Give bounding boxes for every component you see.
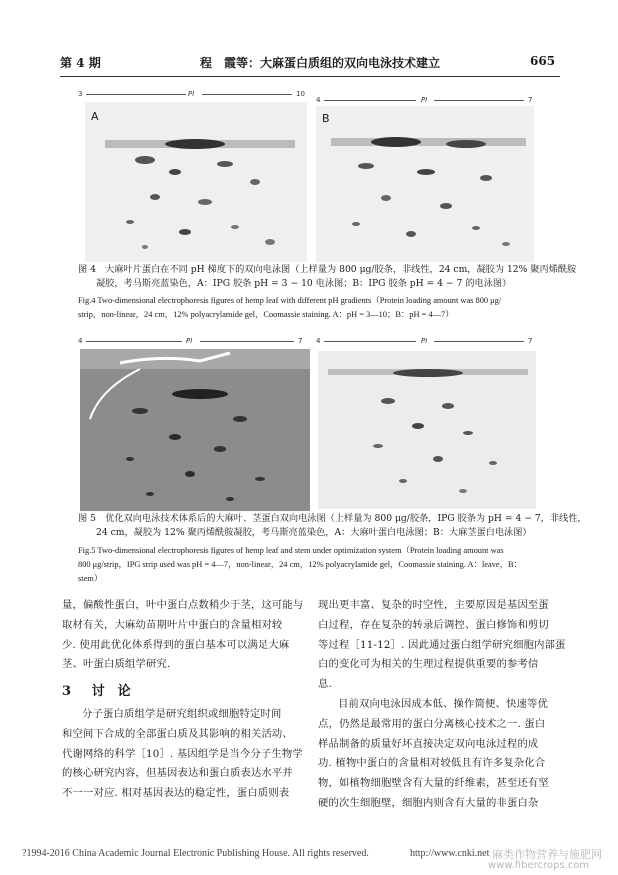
fig4-gel-a (85, 102, 307, 262)
fig5-caption-en-3: stem） (78, 574, 103, 583)
fig4-a-arrow-line-right (202, 94, 292, 95)
fig5-a-arrow-line-right (200, 341, 294, 342)
right-para2-line4: 功. 植物中蛋白的含量相对较低且有许多复杂化合 (318, 757, 546, 770)
right-para2-line1: 目前双向电泳因成本低、操作简便、快速等优 (338, 698, 548, 710)
fig4-gel-b (316, 106, 534, 262)
fig5-b-axis (316, 337, 538, 347)
fig5-a-axis (78, 337, 308, 347)
fig5-a-right-tick: 7 (298, 337, 303, 345)
watermark-url: www.fibercrops.com (488, 860, 590, 871)
fig4-a-right-tick: 10 (296, 90, 305, 98)
right-para2-line2: 点，仍然是最常用的蛋白分离核心技术之一. 蛋白 (318, 717, 546, 730)
right-para1-line3: 等过程［11-12］. 因此通过蛋白组学研究细胞内部蛋 (318, 638, 566, 651)
fig4-caption-cn-2: 凝胶，考马斯亮蓝染色，A：IPG 胶条 pH = 3 − 10 电泳图；B：IPG 胶条 pH = 4 − 7 的电泳图） (96, 278, 512, 289)
right-para1 (318, 596, 566, 695)
fig5-b-axis-label: PI (421, 337, 428, 345)
right-para2-line3: 样品制备的质量好坏直接决定双向电泳过程的成 (318, 737, 539, 750)
fig5-gel-a (80, 349, 310, 511)
fig5-caption-cn-2: 24 cm，凝胶为 12% 聚丙烯酰胺凝胶，考马斯亮蓝染色，A：大麻叶蛋白电泳图；B：大麻茎蛋白电泳图） (96, 527, 532, 538)
fig4-b-label: B (322, 112, 330, 125)
left-para2-line2: 和空间下合成的全部蛋白质及其影响的相关活动、 (62, 727, 293, 740)
watermark-cn: 麻类作物营养与施肥网 (492, 848, 602, 861)
fig4-b-right-tick: 7 (528, 96, 533, 104)
right-para2 (318, 695, 563, 814)
fig5-a-arrow-line-left (86, 341, 182, 342)
fig4-b-arrow-line-left (324, 100, 416, 101)
fig4-b-left-tick: 4 (316, 96, 321, 104)
fig5-gel-b-spots (318, 351, 536, 509)
section-number: 3 (62, 684, 72, 699)
fig5-b-right-tick: 7 (528, 337, 533, 345)
fig4-b-axis (316, 96, 538, 106)
fig4-a-axis (78, 90, 310, 100)
fig4-a-label: A (91, 110, 99, 123)
fig5-a-axis-label: PI (186, 337, 193, 345)
header-rule (60, 76, 560, 77)
fig5-b-arrow-line-right (434, 341, 524, 342)
right-para1-line5: 息. (318, 678, 332, 691)
left-para1-line1: 量，偏酸性蛋白，叶中蛋白点数稍少于茎，这可能与 (62, 599, 304, 611)
fig5-a-left-tick: 4 (78, 337, 83, 345)
fig5-gel-b (318, 351, 536, 509)
fig5-caption-en-1: Fig.5 Two-dimensional electrophoresis figures of hemp leaf and stem under optimization system（Protein loading amount was (78, 546, 504, 555)
fig4-caption-cn-1: 图 4 大麻叶片蛋白在不同 pH 梯度下的双向电泳图（上样量为 800 μg/胶条，非线性，24 cm，凝胶为 12% 聚丙烯酰胺 (78, 264, 577, 275)
left-para2-line1: 分子蛋白质组学是研究组织或细胞特定时间 (82, 708, 282, 720)
left-column (62, 596, 307, 675)
fig5-b-arrow-line-left (324, 341, 416, 342)
fig5-gel-a-spots (80, 349, 310, 511)
right-para1-line1: 现出更丰富、复杂的时空性，主要原因是基因至蛋 (318, 599, 549, 611)
fig4-b-arrow-line-right (434, 100, 524, 101)
section-title: 讨 论 (91, 684, 131, 699)
fig5-b-left-tick: 4 (316, 337, 321, 345)
fig4-caption-en-1: Fig.4 Two-dimensional electrophoresis figures of hemp leaf with different pH gradients（Protein loading amount was 800 μg/ (78, 296, 502, 305)
right-para2-line5: 物，如植物细胞壁含有大量的纤维素，甚至还有坚 (318, 777, 549, 790)
fig4-a-arrow-line-left (86, 94, 186, 95)
right-para1-line4: 白的变化可为相关的生理过程提供重要的参考信 (318, 658, 539, 671)
right-para1-line2: 白过程，存在复杂的转录后调控、蛋白修饰和剪切 (318, 618, 549, 631)
fig5-caption-cn-1: 图 5 优化双向电泳技术体系后的大麻叶、茎蛋白双向电泳图（上样量为 800 μg/胶条，IPG 胶条为 pH = 4 − 7，非线性， (78, 513, 587, 524)
fig4-a-left-tick: 3 (78, 90, 83, 98)
running-head-title: 程 霞等：大麻蛋白质组的双向电泳技术建立 (200, 56, 441, 70)
left-para1-line3: 少. 使用此优化体系得到的蛋白基本可以满足大麻 (62, 638, 290, 651)
fig4-caption-en-2: strip，non-linear，24 cm，12% polyacrylamide gel，Coomassie staining. A：pH = 3—10；B：pH = 4—7） (78, 310, 454, 319)
left-para2 (62, 705, 307, 804)
left-para2-line3: 代谢网络的科学［10］. 基因组学是当今分子生物学 (62, 747, 303, 760)
footer-url[interactable]: http://www.cnki.net (410, 848, 490, 859)
footer-copyright: ?1994-2016 China Academic Journal Electronic Publishing House. All rights reserved. (22, 848, 369, 859)
fig4-gel-a-spots (85, 102, 307, 262)
section-heading (62, 680, 131, 699)
fig4-a-axis-label: PI (188, 90, 195, 98)
left-para2-line5: 不一一对应. 相对基因表达的稳定性，蛋白质则表 (62, 787, 290, 800)
fig5-caption-en-2: 800 μg/strip，IPG strip used was pH = 4—7，non-linear，24 cm，12% polyacrylamide gel，Coomassie staining. A：leave，B： (78, 560, 522, 569)
right-para2-line6: 硬的次生细胞壁，细胞内则含有大量的非蛋白杂 (318, 796, 539, 809)
running-head-issue: 第 4 期 (60, 56, 101, 70)
fig4-b-axis-label: PI (421, 96, 428, 104)
left-para2-line4: 的核心研究内容，但基因表达和蛋白质表达水平并 (62, 767, 293, 780)
fig4-gel-b-spots (316, 106, 534, 262)
left-para1-line2: 取材有关，大麻幼苗期叶片中蛋白的含量相对较 (62, 618, 283, 631)
page-number: 665 (530, 54, 556, 68)
left-para1-line4: 茎、叶蛋白质组学研究. (62, 658, 171, 671)
